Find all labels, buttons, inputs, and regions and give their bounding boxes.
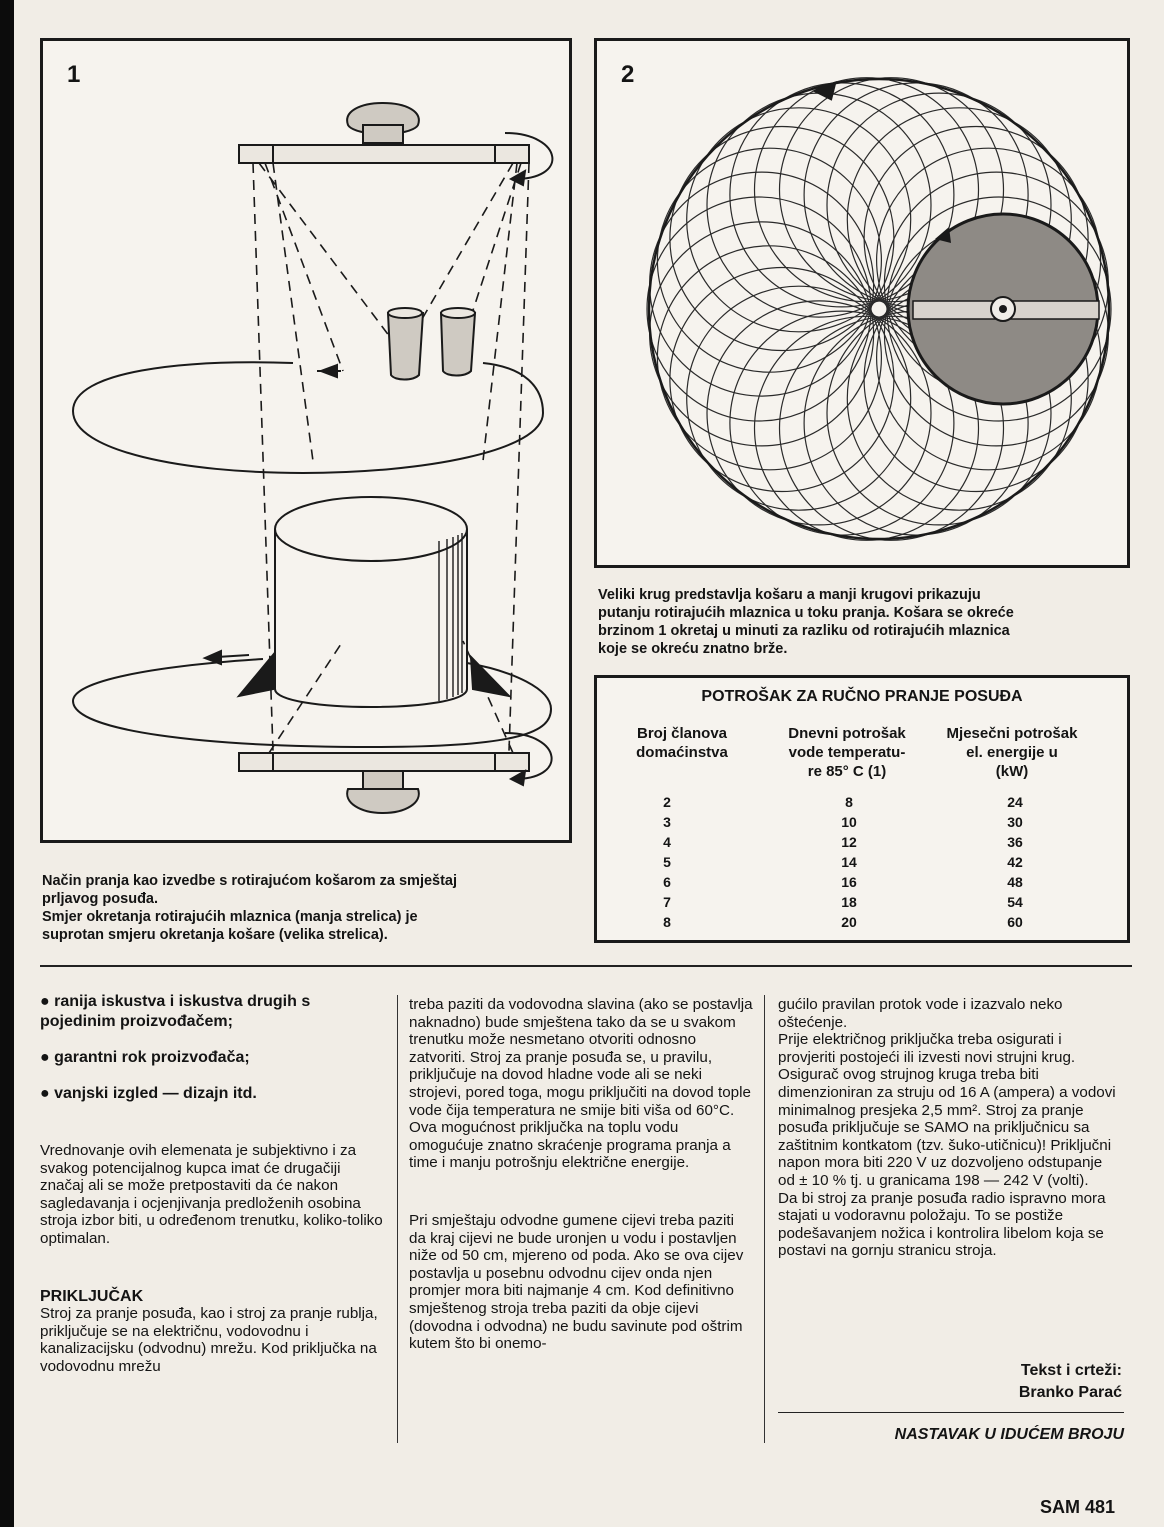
table-cell: 6 <box>663 874 671 890</box>
table-cell: 7 <box>663 894 671 910</box>
credits <box>930 1360 1122 1404</box>
paragraph: Stroj za pranje posuđa, kao i stroj za pranje rublja, priključuje se na električnu, vodovodnu i kanalizacijsku (odvodnu) mrežu. Kod priključka na vodovodnu mrežu <box>40 1305 378 1375</box>
credits-divider <box>778 1412 1124 1413</box>
nozzle-path-diagram <box>597 41 1127 565</box>
nozzle-disc <box>908 214 1099 404</box>
bullet-item: ● vanjski izgled — dizajn itd. <box>40 1085 257 1102</box>
table-cell: 8 <box>663 914 671 930</box>
header-line: el. energije u <box>966 744 1058 761</box>
figure-1-caption-line: Smjer okretanja rotirajućih mlaznica (manja strelica) je <box>42 909 418 925</box>
paragraph: Prije električnog priključka treba osigurati i provjeriti postojeći ili izvesti novi strujni krug. Osigurač ovog strujnog kruga treba biti dimenzioniran za struju od 16 A (ampera) a vodovi minimalnog presjeka 2,5 mm². Stroj za pranje posuđa priključuje se SAMO na priključnicu sa zaštitnim kontkatom (tzv. šuko-utičnicu)! Priključni napon mora biti 220 V uz dozvoljeno odstupanje od ± 10 % tj. u granicama 198 — 242 V (volti). <box>778 1031 1116 1189</box>
table-cell: 60 <box>1007 914 1023 930</box>
section-heading: PRIKLJUČAK <box>40 1287 144 1305</box>
paragraph: treba paziti da vodovodna slavina (ako se postavlja naknadno) bude smještena tako da se u svakom trenutku može nesmetano otvoriti odnosno zatvoriti. Stroj za pranje posuđa se, u pravilu, priključuje na dovod hladne vode ali se neki strojevi, pored toga, mogu priključiti na dovod tople vode čija temperatura ne smije biti viša od 60°C. Ova mogućnost priključka na toplu vodu omogućuje znatno skraćenje programa pranja a time i manju potrošnju električne energije. <box>409 996 753 1172</box>
nozzle-path-circle <box>657 148 881 372</box>
column-divider <box>397 995 398 1443</box>
figure-2-caption-line: koje se okreću znatno brže. <box>598 641 788 657</box>
table-cell: 4 <box>663 834 671 850</box>
header-line: Dnevni potrošak <box>788 725 906 742</box>
paragraph: Da bi stroj za pranje posuđa radio ispravno mora stajati u vodoravnu položaju. To se postiže podešavanjem nožica i kontrolira libelom koja se postavi na gornju stranicu stroja. <box>778 1189 1106 1260</box>
table-cell: 14 <box>841 854 857 870</box>
rotating-basket-illustration <box>43 41 569 840</box>
table-header-members <box>617 724 747 762</box>
text-column-1 <box>40 992 386 1376</box>
figure-1-caption <box>42 872 582 944</box>
table-header-energy <box>927 724 1097 781</box>
header-line: (kW) <box>995 763 1029 780</box>
table-cell: 24 <box>1007 794 1023 810</box>
header-line: vode temperatu- <box>788 744 906 761</box>
consumption-table <box>594 675 1130 943</box>
table-cell: 30 <box>1007 814 1023 830</box>
header-line: Mjesečni potrošak <box>946 725 1078 742</box>
figure-1-caption-line: prljavog posuđa. <box>42 891 159 907</box>
table-cell: 3 <box>663 814 671 830</box>
header-line: re 85° C (1) <box>807 763 887 780</box>
bullet-text: vanjski izgled — dizajn itd. <box>54 1085 257 1102</box>
figure-2-caption <box>598 586 1138 658</box>
credits-author: Branko Parać <box>1018 1384 1122 1401</box>
table-cell: 54 <box>1007 894 1023 910</box>
table-cell: 18 <box>841 894 857 910</box>
figure-1-caption-line: suprotan smjeru okretanja košare (velika strelica). <box>42 927 388 943</box>
table-cell: 42 <box>1007 854 1023 870</box>
table-cell: 36 <box>1007 834 1023 850</box>
figure-1 <box>40 38 572 843</box>
table-cell: 2 <box>663 794 671 810</box>
bullet-item: ● garantni rok proizvođača; <box>40 1049 250 1066</box>
table-cell: 12 <box>841 834 857 850</box>
text-column-3 <box>778 996 1122 1260</box>
bullet-item: ● ranija iskustva i iskustva drugih s pojedinim proizvođačem; <box>40 993 311 1030</box>
figure-2-caption-line: putanju rotirajućih mlaznica u toku pranja. Košara se okreće <box>598 605 1014 621</box>
paragraph: Vrednovanje ovih elemenata je subjektivno i za svakog potencijalnog kupca imat će drugačiji značaj ali se može pretpostaviti da će nakon sagledavanja i ocjenjivanja predloženih osobina stroja izbor biti, u određenom trenutku, koliko-toliko optimalan. <box>40 1142 383 1247</box>
bullet-text: garantni rok proizvođača; <box>54 1049 250 1066</box>
table-cell: 8 <box>845 794 853 810</box>
table-cell: 48 <box>1007 874 1023 890</box>
table-cell: 10 <box>841 814 857 830</box>
column-divider <box>764 995 765 1443</box>
page-number: SAM 481 <box>1040 1497 1116 1517</box>
table-cell: 20 <box>841 914 857 930</box>
table-title: POTROŠAK ZA RUČNO PRANJE POSUĐA <box>701 688 1023 705</box>
paragraph: gućilo pravilan protok vode i izazvalo neko oštećenje. <box>778 996 1063 1031</box>
section-divider <box>40 965 1132 967</box>
table-header-water <box>773 724 921 781</box>
table-cell: 16 <box>841 874 857 890</box>
table-cell: 5 <box>663 854 671 870</box>
text-column-2 <box>409 996 753 1353</box>
nozzle-path-circle <box>647 197 871 421</box>
binding-edge <box>0 0 14 1527</box>
paragraph: Pri smještaju odvodne gumene cijevi treba paziti da kraj cijevi ne bude uronjen u vodu i postavljen niže od 50 cm, mjereno od poda. Ako se ova cijev postavlja u posebnu odvodnu cijev onda njen promjer mora biti najmanje 4 cm. Kod definitivno smještenog stroja treba paziti da obje cijevi (dovodna i odvodna) ne budu savinute pod oštrim kutem što bi onemo- <box>409 1211 744 1353</box>
figure-2-caption-line: brzinom 1 okretaj u minuti za razliku od rotirajućih mlaznica <box>598 623 1010 639</box>
nozzle-path-circle <box>657 246 881 470</box>
bullet-text: ranija iskustva i iskustva drugih s pojedinim proizvođačem; <box>40 993 311 1030</box>
credits-line: Tekst i crteži: <box>1020 1362 1122 1379</box>
figure-2 <box>594 38 1130 568</box>
figure-1-number: 1 <box>67 61 81 88</box>
header-line: Broj članova <box>636 725 728 742</box>
figure-1-caption-line: Način pranja kao izvedbe s rotirajućom košarom za smještaj <box>42 873 458 889</box>
continuation-note: NASTAVAK U IDUĆEM BROJU <box>894 1426 1124 1443</box>
figure-2-number: 2 <box>621 61 635 88</box>
figure-2-caption-line: Veliki krug predstavlja košaru a manji krugovi prikazuju <box>598 587 981 603</box>
header-line: domaćinstva <box>636 744 728 761</box>
